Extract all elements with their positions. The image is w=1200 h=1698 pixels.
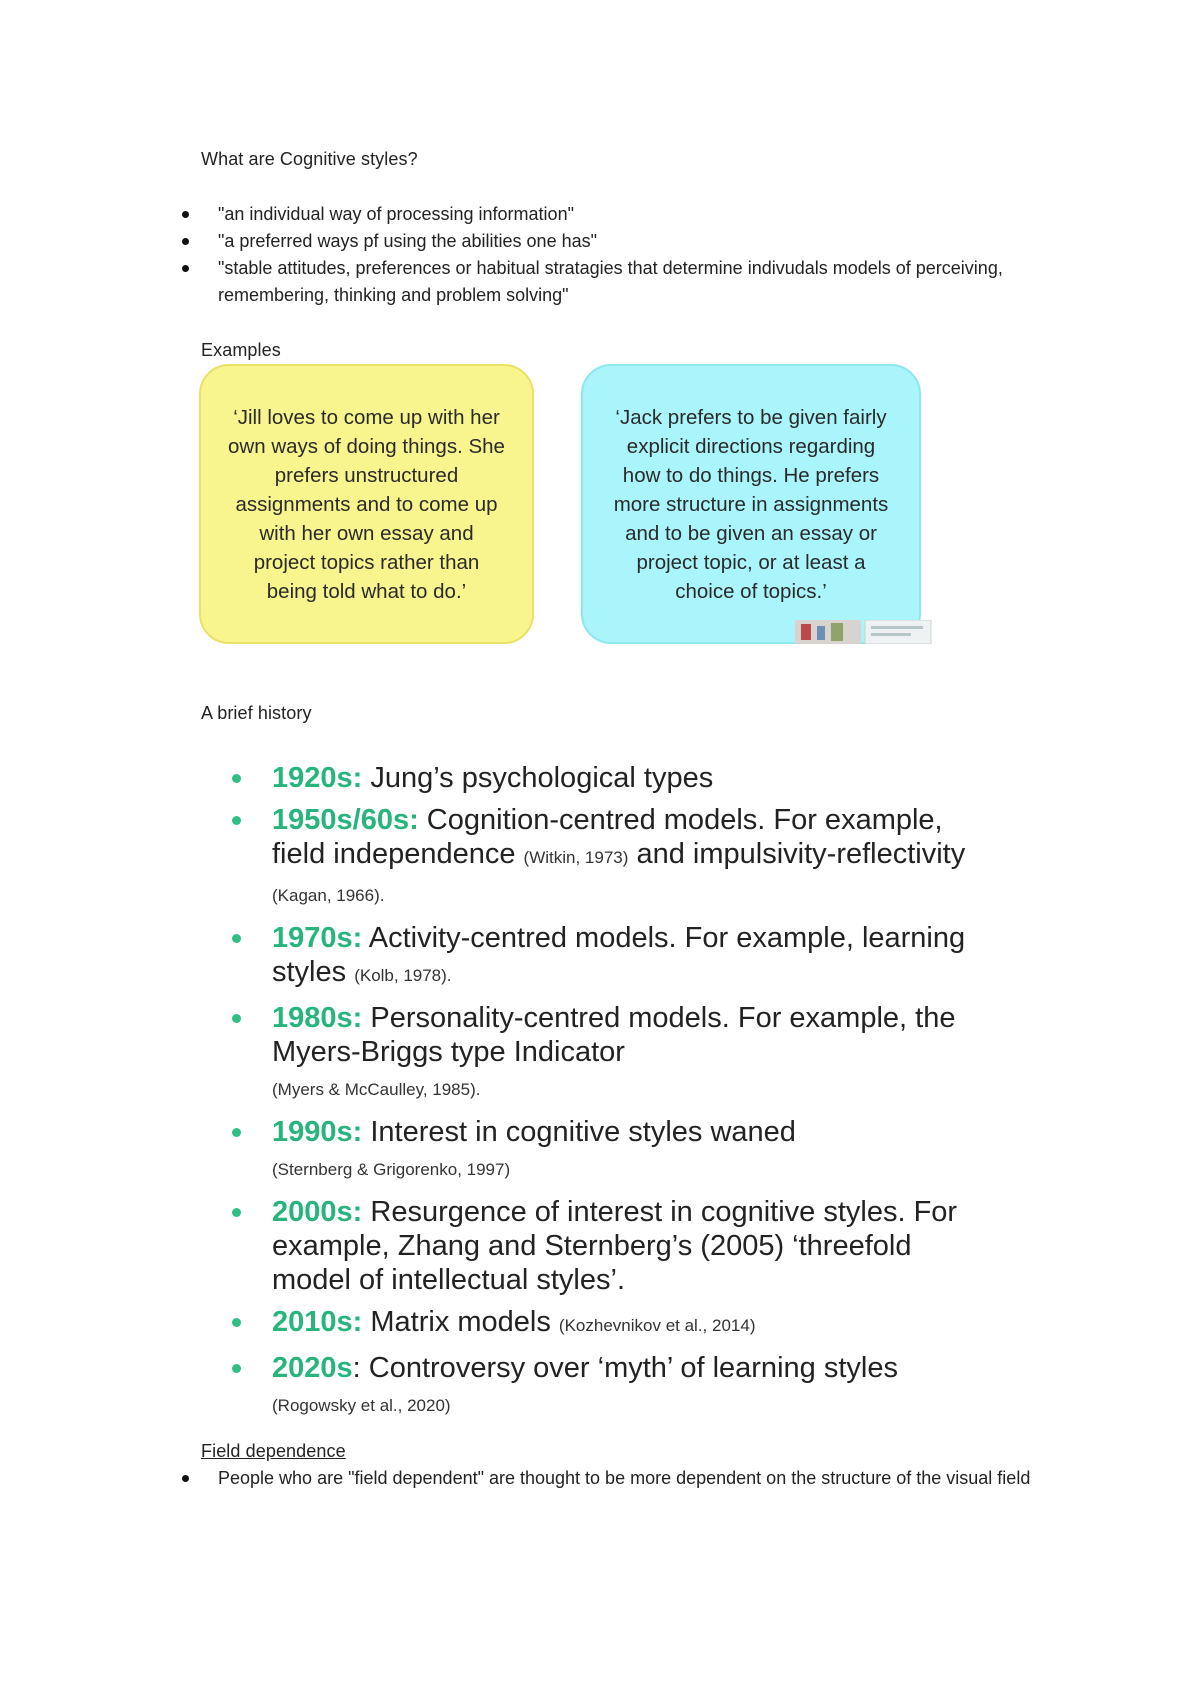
list-item: "an individual way of processing information"	[218, 201, 1038, 228]
list-item: 2010s: Matrix models (Kozhevnikov et al., 2014)	[272, 1305, 972, 1343]
intro-bullet-list	[218, 201, 1038, 309]
list-item: People who are "field dependent" are thought to be more dependent on the structure of the visual field	[218, 1465, 1078, 1492]
list-item: "stable attitudes, preferences or habitual stratagies that determine indivudals models of perceiving, remembering, thinking and problem solving"	[218, 255, 1038, 309]
slide-thumbnail-icon	[795, 620, 935, 644]
list-item: 1990s: Interest in cognitive styles waned (Sternberg & Grigorenko, 1997)	[272, 1115, 972, 1187]
list-item: 1980s: Personality-centred models. For example, the Myers-Briggs type Indicator (Myers & McCaulley, 1985).	[272, 1001, 972, 1107]
field-dependence-bullet-list	[218, 1465, 1078, 1492]
bullet-dot-icon	[182, 211, 189, 218]
bullet-dot-icon	[232, 1364, 241, 1373]
bullet-dot-icon	[182, 238, 189, 245]
example-card-jack	[581, 364, 921, 644]
bullet-dot-icon	[232, 1208, 241, 1217]
bullet-dot-icon	[232, 1014, 241, 1023]
list-item: 1950s/60s: Cognition-centred models. For example, field independence (Witkin, 1973) and impulsivity-reflectivity (Kagan, 1966).	[272, 803, 972, 913]
bullet-dot-icon	[232, 1318, 241, 1327]
list-item: 2000s: Resurgence of interest in cognitive styles. For example, Zhang and Sternberg’s (2005) ‘threefold model of intellectual styles’.	[272, 1195, 972, 1297]
examples-heading: Examples	[201, 340, 281, 360]
list-item: 1970s: Activity-centred models. For example, learning styles (Kolb, 1978).	[272, 921, 972, 993]
example-card-text: ‘Jill loves to come up with her own ways of doing things. She prefers unstructured assignments and to come up with her own essay and project topics rather than being told what to do.’	[228, 405, 505, 603]
intro-heading: What are Cognitive styles?	[201, 149, 418, 169]
bullet-dot-icon	[182, 265, 189, 272]
bullet-dot-icon	[232, 774, 241, 783]
history-heading: A brief history	[201, 703, 312, 723]
bullet-dot-icon	[232, 816, 241, 825]
bullet-dot-icon	[232, 1128, 241, 1137]
bullet-dot-icon	[182, 1475, 189, 1482]
field-dependence-heading: Field dependence	[201, 1441, 346, 1461]
example-card-jill	[199, 364, 534, 644]
history-list	[272, 761, 972, 1431]
bullet-dot-icon	[232, 934, 241, 943]
list-item: "a preferred ways pf using the abilities one has"	[218, 228, 1038, 255]
list-item: 1920s: Jung’s psychological types	[272, 761, 972, 795]
example-card-text: ‘Jack prefers to be given fairly explicit directions regarding how to do things. He prefers more structure in assignments and to be given an essay or project topic, or at least a choice of topics.’	[613, 405, 889, 603]
list-item: 2020s: Controversy over ‘myth’ of learning styles (Rogowsky et al., 2020)	[272, 1351, 972, 1423]
